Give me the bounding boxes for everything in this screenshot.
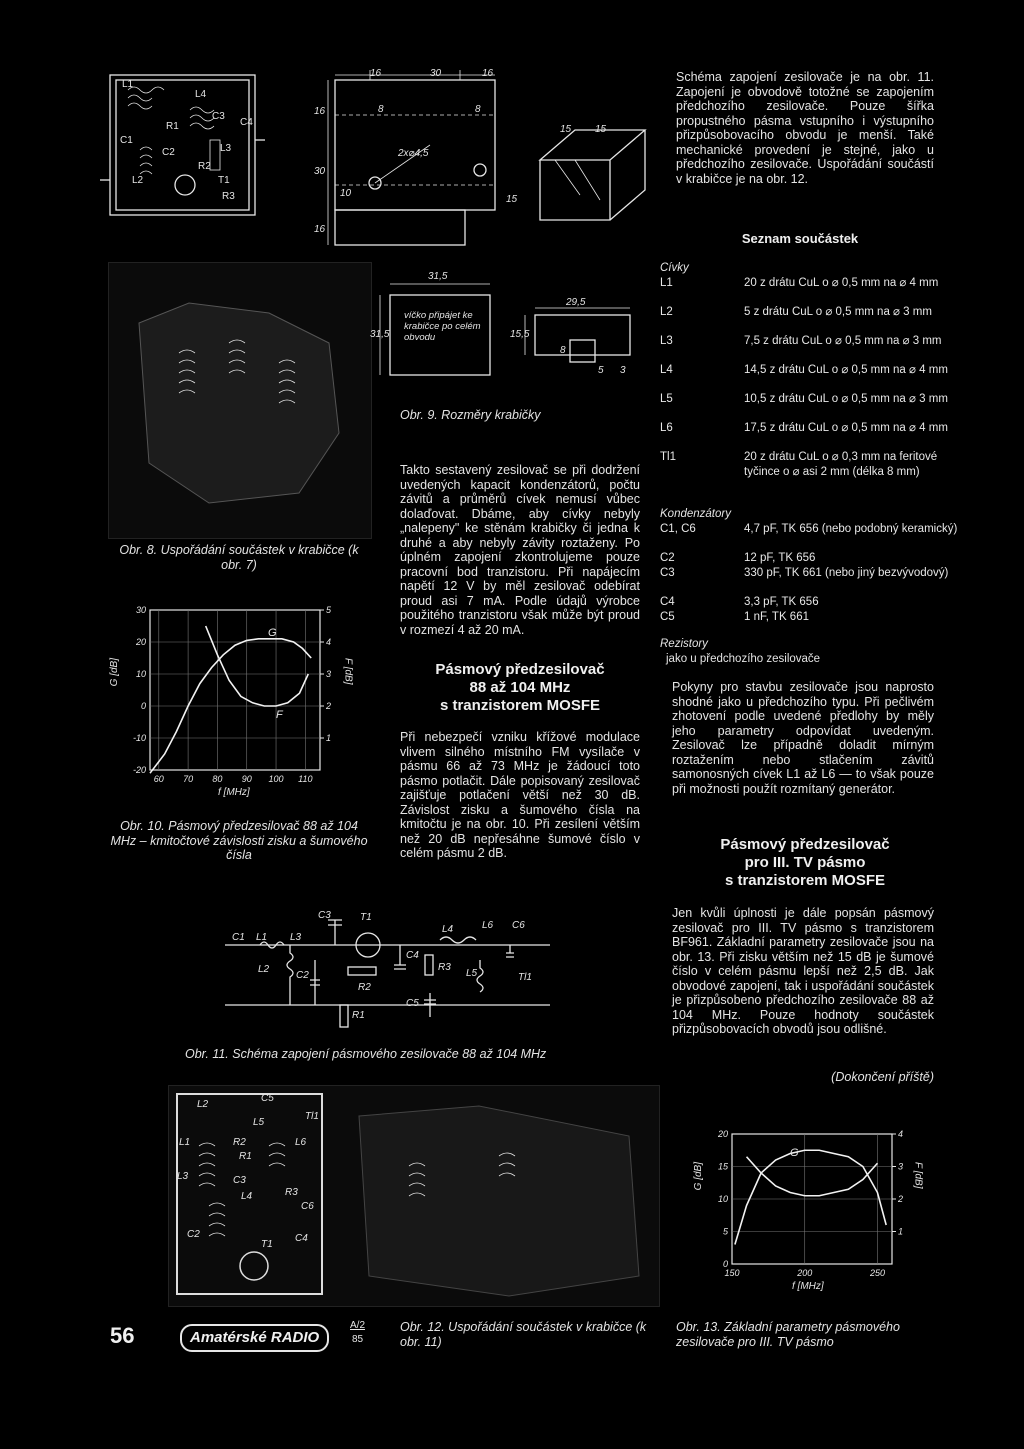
fig-label: L3 — [220, 143, 232, 154]
dim-label: 16 — [314, 224, 326, 235]
x-tick-label: 150 — [724, 1268, 740, 1278]
chart10 — [108, 598, 368, 808]
series-line-G — [735, 1150, 886, 1244]
chart13-xlabel: f [MHz] — [792, 1281, 824, 1292]
fig-label: T1 — [218, 175, 230, 186]
y2-tick-label: 2 — [898, 1194, 904, 1204]
fig9-caption: Obr. 9. Rozměry krabičky — [400, 408, 541, 422]
magazine-logo: Amatérské RADIO — [180, 1324, 329, 1352]
y-tick-label: -20 — [132, 765, 146, 775]
schematic-label: L2 — [258, 964, 270, 975]
fig-label: R1 — [166, 121, 179, 132]
schematic-label: C6 — [512, 920, 525, 931]
section2-paragraph: Jen kvůli úplnosti je dále popsán pásmový zesilovač pro III. TV pásmo s tranzistorem BF961. Základní parametry zesilovače jsou na obr. 13. Při zisku větším než 15 dB je šumové číslo v celém pásmu lepší než 2,5 dB. Jak obvodové zapojení, tak i uspořádání součástek je přizpůsobeno předchozího zesilovače 88 až 104 MHz. Pouze hodnoty součástek přizpůsobovacích obvodů jsou odlišné. — [672, 906, 934, 1036]
y2-tick-label: 4 — [326, 637, 332, 647]
dim-label: 30 — [430, 68, 442, 79]
dim-label: 2x⌀4,5 — [398, 148, 429, 159]
schematic-label: L6 — [482, 920, 494, 931]
schematic-label: R3 — [438, 962, 451, 973]
fig12-label: R2 — [233, 1137, 246, 1148]
y-tick-label: -10 — [132, 733, 146, 743]
x-tick-label: 60 — [153, 774, 164, 784]
fig-label: C4 — [240, 117, 253, 128]
series-line-F — [206, 626, 309, 706]
x-tick-label: 90 — [241, 774, 252, 784]
fig9-box-dimensions — [370, 270, 640, 390]
fig8-photo — [108, 262, 372, 539]
res-value: jako u předchozího zesilovače — [666, 653, 821, 665]
dim-label: 15 — [595, 124, 607, 135]
schematic-label: C5 — [406, 998, 419, 1009]
schematic-label: C2 — [296, 970, 309, 981]
schematic-label: C3 — [318, 910, 331, 921]
y-tick-label: 30 — [135, 605, 146, 615]
schematic-label: Tl1 — [518, 972, 532, 983]
fig10-caption: Obr. 10. Pásmový předzesilovač 88 až 104 MHz – kmitočtové závislosti zisku a šumového čísla — [110, 819, 368, 862]
y2-tick-label: 4 — [898, 1129, 904, 1139]
schematic-label: R1 — [352, 1010, 365, 1021]
continued-note: (Dokončení příště) — [831, 1070, 934, 1084]
y-tick-label: 20 — [717, 1129, 728, 1139]
y-tick-label: 10 — [135, 669, 146, 679]
fig-label: R2 — [198, 161, 211, 172]
fig12-label: C6 — [301, 1201, 314, 1212]
fig12-label: T1 — [261, 1239, 273, 1250]
y-tick-label: 0 — [722, 1259, 728, 1269]
schematic-label: T1 — [360, 912, 372, 923]
res-heading: Rezistory — [660, 638, 708, 650]
issue-year: 85 — [352, 1334, 364, 1345]
schematic-label: R2 — [358, 982, 371, 993]
series-label-g: G — [268, 627, 277, 639]
y-tick-label: 15 — [717, 1161, 728, 1172]
y2-tick-label: 1 — [898, 1226, 904, 1237]
series-label-g: G — [790, 1147, 799, 1159]
schematic-label: L3 — [290, 932, 302, 943]
parts-title: Seznam součástek — [741, 231, 859, 246]
section2-title: Pásmový předzesilovač pro III. TV pásmo s tranzistorem MOSFE — [720, 836, 890, 889]
x-tick-label: 80 — [212, 774, 223, 784]
dim-label: 15 — [506, 194, 518, 205]
fig11-caption: Obr. 11. Schéma zapojení pásmového zesilovače 88 až 104 MHz — [185, 1047, 547, 1061]
chart10-y2label: F [dB] — [342, 658, 354, 685]
coils-heading: Cívky — [660, 262, 689, 274]
y2-tick-label: 3 — [898, 1161, 904, 1172]
fig12-label: L1 — [179, 1137, 191, 1148]
dim-label: 15,5 — [510, 329, 530, 340]
dim-label: 16 — [314, 106, 326, 117]
fig12-label: C5 — [261, 1093, 274, 1104]
x-tick-label: 110 — [298, 774, 313, 784]
schematic-label: L1 — [256, 932, 268, 943]
x-tick-label: 100 — [268, 774, 284, 784]
fig12-label: C3 — [233, 1175, 246, 1186]
fig12-label: L3 — [177, 1171, 189, 1182]
fig13-caption: Obr. 13. Základní parametry pásmového zesilovače pro III. TV pásmo — [676, 1320, 900, 1349]
assembly-paragraph: Takto sestavený zesilovač se při dodržení uvedených kapacit kondenzátorů, počtu závitů a průměrů cívek nemusí vůbec dolaďovat. Dbáme, aby cívky nebyly „nalepeny" ke stěnám krabičky či jedna k druhé a aby nebyly závity roztaženy. Po úplném zapojení zkontrolujeme pouze pracovní bod tranzistoru. Při napájecím napětí 12 V by měl zesilovač odebírat proud asi 7 mA. Podle údajů výrobce použitého tranzistoru však může být proud v rozmezí 4 až 20 mA. — [400, 463, 640, 637]
section1-paragraph: Při nebezpečí vzniku křížové modulace vlivem silného místního FM vysílače v pásmu 66 až 73 MHz je žádoucí toto pásmo potlačit. Dále popisovaný zesilovač zajišťuje potlačení větší než 30 dB. Závislost zisku a šumového čísla na kmitočtu je na obr. 10. Při zesílení větším než 20 dB nepřesáhne šumové číslo v celém pásmu 2 dB. — [400, 730, 640, 860]
fig12-label: L4 — [241, 1191, 253, 1202]
section1-title: Pásmový předzesilovač 88 až 104 MHz s tranzistorem MOSFE — [435, 661, 605, 714]
fig12-label: L2 — [197, 1099, 209, 1110]
x-tick-label: 70 — [183, 774, 194, 784]
chart13-y2label: F [dB] — [912, 1162, 924, 1189]
fig12-photo — [168, 1085, 660, 1307]
chart10-xlabel: f [MHz] — [218, 787, 250, 798]
instructions-paragraph: Pokyny pro stavbu zesilovače jsou naprosto shodné jako u předchozího typu. Při pečlivém zhotovení podle uvedené předlohy by měly jeho parametry odpovídat uvedeným. Zesilovač lze případně doladit mírným roztažením nebo stlačením závitů samonosných cívek L1 až L6 — to však pouze při možnosti použít rozmítaný generátor. — [672, 680, 934, 796]
dim-label: 8 — [560, 345, 566, 356]
fig-label: R3 — [222, 191, 235, 202]
y2-tick-label: 1 — [326, 733, 332, 743]
fig12-label: R1 — [239, 1151, 252, 1162]
y2-tick-label: 5 — [326, 605, 332, 615]
dim-label: 8 — [475, 104, 481, 115]
y-tick-label: 20 — [135, 637, 146, 647]
fig-label: L4 — [195, 89, 207, 100]
dim-label: 5 — [598, 365, 604, 376]
fig-label: C2 — [162, 147, 175, 158]
fig-top-left-layout — [100, 70, 265, 220]
y-tick-label: 0 — [140, 701, 146, 711]
y-tick-label: 10 — [717, 1194, 728, 1204]
series-label-f: F — [276, 709, 283, 721]
chart10-ylabel: G [dB] — [109, 658, 120, 687]
fig-label: C1 — [120, 135, 133, 146]
fig12-label: C2 — [187, 1229, 200, 1240]
dim-label: 16 — [482, 68, 494, 79]
dim-label: 30 — [314, 166, 326, 177]
fig12-label: L5 — [253, 1117, 265, 1128]
fig-label: L1 — [122, 79, 134, 90]
dim-label: 31,5 — [428, 271, 448, 282]
schematic-label: L4 — [442, 924, 454, 935]
dim-label: 8 — [378, 104, 384, 115]
x-tick-label: 250 — [869, 1268, 885, 1278]
fig12-label: R3 — [285, 1187, 298, 1198]
fig-label: L2 — [132, 175, 144, 186]
fig12-label: L6 — [295, 1137, 307, 1148]
page-number: 56 — [110, 1323, 135, 1348]
fig8-caption: Obr. 8. Uspořádání součástek v krabičce (k obr. 7) — [119, 543, 359, 572]
plot-frame — [150, 610, 320, 770]
chart13-ylabel: G [dB] — [693, 1162, 704, 1191]
dim-label: 29,5 — [566, 297, 586, 308]
dim-label: 3 — [620, 365, 626, 376]
y2-tick-label: 2 — [326, 701, 332, 711]
fig12-label: C4 — [295, 1233, 308, 1244]
dim-label: 10 — [340, 188, 352, 199]
chart13 — [692, 1122, 932, 1297]
fig-label: C3 — [212, 111, 225, 122]
fig11-schematic — [220, 905, 580, 1035]
x-tick-label: 200 — [797, 1268, 813, 1278]
y2-tick-label: 3 — [326, 669, 332, 679]
intro-paragraph: Schéma zapojení zesilovače je na obr. 11. Zapojení je obvodově totožné se zapojením předchozího zesilovače. Pouze šířka propustného pásma vstupního i výstupního přizpůsobovacího obvodu je menší. Také mechanické provedení je stejné, jako u předchozího zesilovače. Uspořádání součástí v krabičce je na obr. 12. — [676, 70, 934, 186]
fig12-caption: Obr. 12. Uspořádání součástek v krabičce (k obr. 11) — [400, 1320, 647, 1349]
schematic-label: C1 — [232, 932, 245, 943]
issue-number: A/2 — [350, 1320, 366, 1331]
fig12-label: Tl1 — [305, 1111, 319, 1122]
schematic-label: C4 — [406, 950, 419, 961]
y-tick-label: 5 — [722, 1226, 728, 1237]
fig9-note: víčko připájet ke krabičce po celém obvodu — [404, 310, 481, 343]
caps-heading: Kondenzátory — [660, 508, 731, 520]
fig-dimension-drawing — [310, 65, 650, 255]
dim-label: 31,5 — [370, 329, 390, 340]
dim-label: 16 — [370, 68, 382, 79]
schematic-label: L5 — [466, 968, 478, 979]
dim-label: 15 — [560, 124, 572, 135]
